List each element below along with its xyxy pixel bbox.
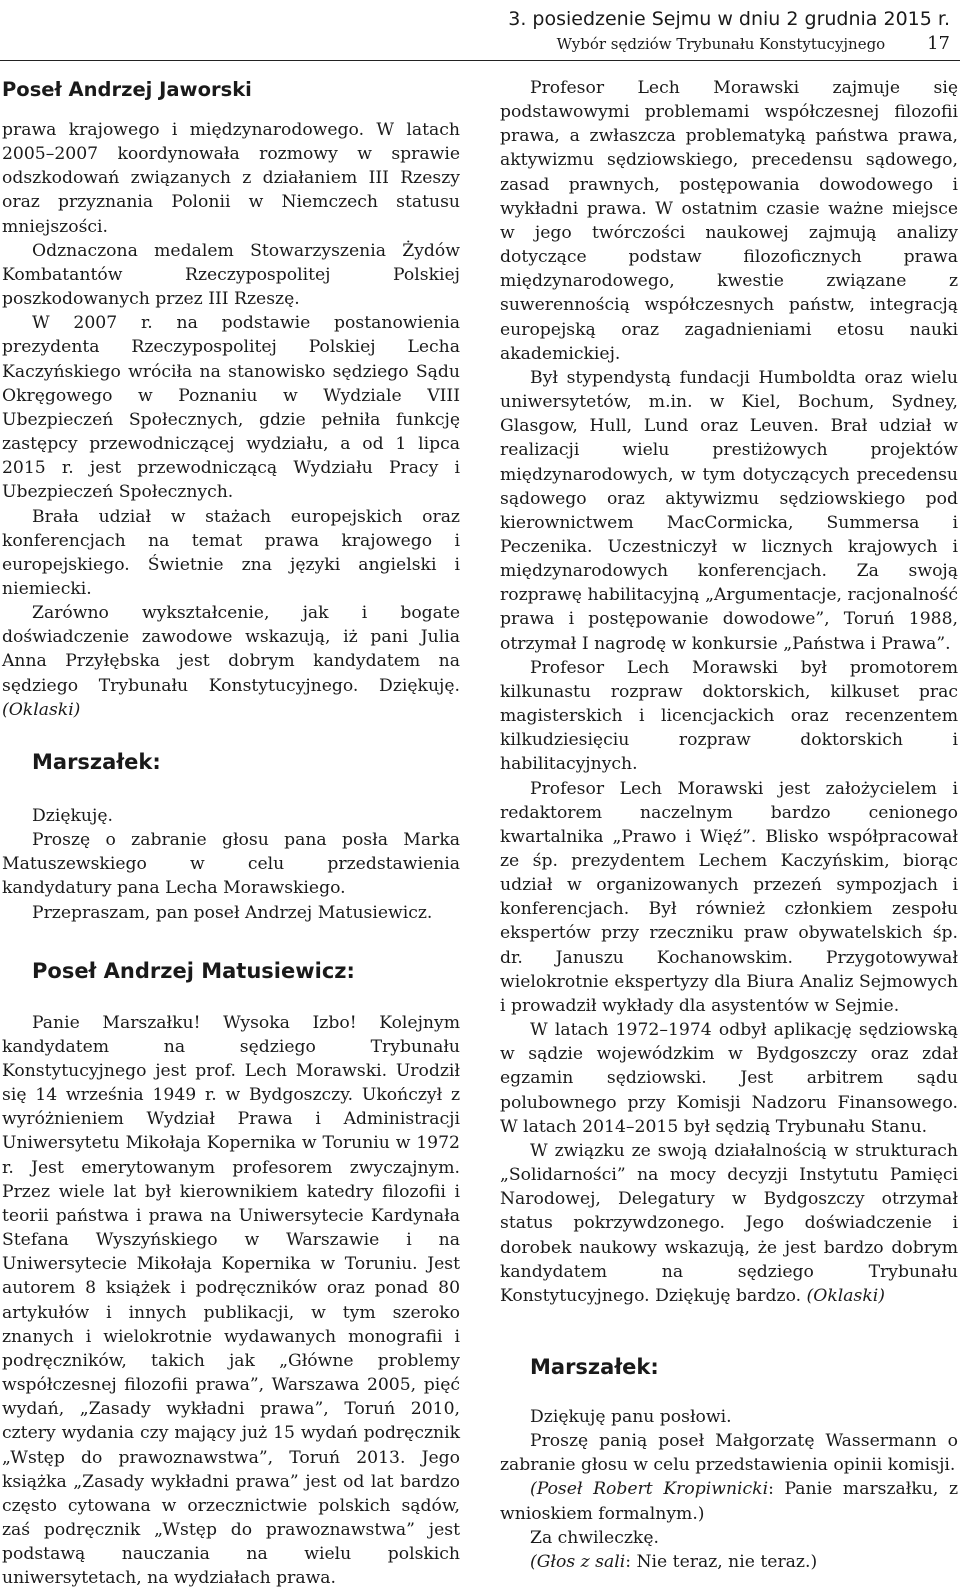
paragraph: Panie Marszałku! Wysoka Izbo! Kolejnym kandydatem na sędziego Trybunału Konstytucyjnego jest prof. Lech Morawski. Urodził się 14 września 1949 r. w Bydgoszczy. Ukończył z wyróżnieniem Wydział Prawa i Administracji Uniwersytetu Mikołaja Kopernika w Toruniu w 1972 r. Jest emerytowanym profesorem zwyczajnym. Przez wiele lat był kierownikiem katedry filozofii i teorii państwa i prawa na Uniwersytecie Kardynała Stefana Wyszyńskiego w Warszawie i na Uniwersytecie Mikołaja Kopernika w Toruniu. Jest autorem 8 książek i podręczników oraz ponad 80 artykułów i innych publikacji, w tym szeroko znanych i wielokrotnie wydawanych monografii i podręczników, takich jak „Główne problemy współczesnej filozofii prawa”, Warszawa 2005, pięć wydań, „Zasady wykładni prawa”, Toruń 2010, cztery wydania czy mający już 15 wydań podręcznik „Wstęp do prawoznawstwa”, Toruń 2013. Jego książka „Zasady wykładni prawa” jest od lat bardzo często cytowana w orzecznictwie polskich sądów, zaś podręcznik „Wstęp do prawoznawstwa” jest podstawą nauczania na wielu polskich uniwersytetach, na wydziałach prawa. bbox=[2, 1012, 460, 1589]
section-subtitle bbox=[250, 34, 950, 54]
right-column bbox=[500, 76, 958, 1574]
applause-note: (Oklaski) bbox=[806, 1285, 885, 1306]
paragraph: W 2007 r. na podstawie postanowienia prezydenta Rzeczypospolitej Polskiej Lecha Kaczyńskiego wróciła na stanowisko sędziego Sądu Okręgowego w Poznaniu w Wydziale VIII Ubezpieczeń Społecznych, gdzie pełniła funkcję zastępcy przewodniczącej wydziału, a od 1 lipca 2015 r. jest przewodniczącą Wydziału Pracy i Ubezpieczeń Społecznych. bbox=[2, 313, 460, 503]
paragraph-text: Zarówno wykształcenie, jak i bogate doświadczenie zawodowe wskazują, iż pani Julia Anna Przyłębska jest dobrym kandydatem na sędziego Trybunału Konstytucyjnego. Dziękuję. bbox=[2, 603, 460, 696]
interjection-speaker: (Głos z sali bbox=[530, 1551, 626, 1572]
paragraph: Profesor Lech Morawski zajmuje się podstawowymi problemami współczesnej filozofii prawa, a zwłaszcza problematyką państwa prawa, aktywizmu sędziowskiego, precedensu sądowego, zasad prawnych, postępowania dowodowego i wykładni prawa. W ostatnim czasie ważne miejsce w jego twórczości naukowej zajmują analizy dotyczące podstaw filozoficznych prawa międzynarodowego, kwestie związane z suwerennością współczesnych państw, integracją europejską oraz zagadnieniami etosu nauki akademickiej. bbox=[500, 78, 958, 364]
interjection-text: : Panie marszałku, z wnioskiem formalnym.) bbox=[500, 1479, 958, 1524]
paragraph: prawa krajowego i międzynarodowego. W latach 2005–2007 koordynowała rozmowy w sprawie odszkodowań związanych z działaniem III Rzeszy oraz przyznania Polonii w Niemczech statusu mniejszości. bbox=[2, 120, 460, 237]
paragraph: Profesor Lech Morawski jest założycielem i redaktorem naczelnym bardzo cenionego kwartalnika „Prawo i Więź”. Blisko współpracował ze śp. prezydentem Lechem Kaczyńskim, biorąc udział w organizowanych przezeń sympozjach i konferencjach. Był również członkiem zespołu ekspertów przy rzeczniku praw obywatelskich śp. dr. Januszu Kochanowskim. Przygotowywał wielokrotnie ekspertyzy dla Biura Analiz Sejmowych i prowadził wykłady dla asystentów w Sejmie. bbox=[500, 778, 958, 1016]
paragraph: Proszę panią poseł Małgorzatę Wassermann o zabranie głosu w celu przedstawienia opinii komisji. bbox=[500, 1431, 958, 1476]
session-title: 3. posiedzenie Sejmu w dniu 2 grudnia 2015 r. bbox=[508, 8, 950, 30]
paragraph: W latach 1972–1974 odbył aplikację sędziowską w sądzie wojewódzkim w Bydgoszczy oraz zdał egzamin sędziowski. Jest arbitrem sądu polubownego przy Komisji Nadzoru Finansowego. W latach 2014–2015 był sędzią Trybunału Stanu. bbox=[500, 1020, 958, 1137]
paragraph bbox=[2, 601, 460, 722]
paragraph: Odznaczona medalem Stowarzyszenia Żydów Kombatantów Rzeczypospolitej Polskiej poszkodowanych przez III Rzeszę. bbox=[2, 240, 460, 310]
paragraph: Brała udział w stażach europejskich oraz konferencjach na temat prawa krajowego i europejskiego. Świetnie zna języki angielski i niemiecki. bbox=[2, 506, 460, 599]
paragraph: Za chwileczkę. bbox=[530, 1527, 659, 1548]
applause-note: (Oklaski) bbox=[2, 699, 81, 720]
speaker-heading: Marszałek: bbox=[530, 1354, 659, 1379]
paragraph: Proszę o zabranie głosu pana posła Marka Matuszewskiego w celu przedstawienia kandydatury pana Lecha Morawskiego. bbox=[2, 830, 460, 899]
speaker-heading: Poseł Andrzej Matusiewicz: bbox=[32, 958, 355, 983]
paragraph bbox=[500, 1477, 958, 1525]
header-rule bbox=[0, 60, 960, 61]
paragraph: Dziękuję panu posłowi. bbox=[530, 1406, 732, 1427]
speaker-heading: Marszałek: bbox=[32, 749, 161, 774]
paragraph bbox=[500, 1550, 958, 1574]
paragraph: Profesor Lech Morawski był promotorem kilkunastu rozpraw doktorskich, kilkuset prac magisterskich i licencjackich oraz recenzentem kilkudziesięciu rozpraw doktorskich i habilitacyjnych. bbox=[500, 657, 958, 775]
paragraph: Był stypendystą fundacji Humboldta oraz wielu uniwersytetów, m.in. w Kiel, Bochum, Sydney, Glasgow, Hull, Lund oraz Leuven. Brał udział w realizacji wielu prestiżowych projektów międzynarodowych, w tym dotyczących precedensu sądowego oraz aktywizmu sędziowskiego pod kierownictwem MacCormicka, Summersa i Peczenika. Uczestniczył w licznych krajowych i międzynarodowych konferencjach. Za swoją rozprawę habilitacyjną „Argumentacje, racjonalność prawa i postępowanie dowodowe”, Toruń 1988, otrzymał I nagrodę w konkursie „Państwa i Prawa”. bbox=[500, 367, 958, 654]
interjection-speaker: (Poseł Robert Kropiwnicki bbox=[530, 1479, 769, 1500]
paragraph: Przepraszam, pan poseł Andrzej Matusiewicz. bbox=[32, 902, 433, 923]
paragraph-text: W związku ze swoją działalnością w strukturach „Solidarności” na mocy decyzji Instytutu Pamięci Narodowej, Delegatury w Bydgoszczy otrzymał status pokrzywdzonego. Jego doświadczenie i dorobek naukowy wskazują, że jest bardzo dobrym kandydatem na sędziego Trybunału Konstytucyjnego. Dziękuję bardzo. bbox=[500, 1140, 958, 1306]
paragraph: Dziękuję. bbox=[32, 805, 113, 826]
left-column bbox=[2, 76, 460, 1590]
paragraph bbox=[500, 1139, 958, 1308]
speaker-heading: Poseł Andrzej Jaworski bbox=[2, 78, 252, 101]
interjection-text: : Nie teraz, nie teraz.) bbox=[625, 1551, 818, 1572]
page-header bbox=[250, 0, 950, 54]
subtitle-text: Wybór sędziów Trybunału Konstytucyjnego bbox=[556, 35, 886, 53]
page-number: 17 bbox=[927, 33, 950, 54]
